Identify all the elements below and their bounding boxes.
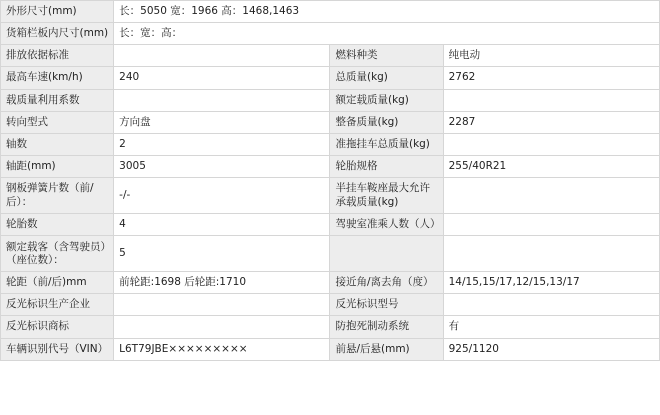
row-label: 防抱死制动系统 (330, 316, 443, 338)
row-value: 2762 (443, 67, 659, 89)
row-value: 14/15,15/17,12/15,13/17 (443, 272, 659, 294)
row-label: 最高车速(km/h) (1, 67, 114, 89)
row-label: 额定载质量(kg) (330, 89, 443, 111)
table-row (1, 214, 660, 236)
row-label: 轮胎规格 (330, 155, 443, 177)
table-row (1, 23, 660, 45)
table-row (1, 155, 660, 177)
row-label: 前悬/后悬(mm) (330, 338, 443, 360)
table-row (1, 178, 660, 214)
row-label: 钢板弹簧片数（前/后）： (1, 178, 114, 214)
row-value: 有 (443, 316, 659, 338)
row-value: 前轮距:1698 后轮距:1710 (114, 272, 330, 294)
row-label: 载质量利用系数 (1, 89, 114, 111)
table-row (1, 133, 660, 155)
row-label (330, 236, 443, 272)
row-value: -/- (114, 178, 330, 214)
row-value: 长：宽：高： (114, 23, 660, 45)
row-label: 半挂车鞍座最大允许承载质量(kg) (330, 178, 443, 214)
row-label: 反光标识商标 (1, 316, 114, 338)
row-value: 方向盘 (114, 111, 330, 133)
row-label: 整备质量(kg) (330, 111, 443, 133)
table-row (1, 272, 660, 294)
table-row (1, 89, 660, 111)
row-label: 轮距（前/后)mm (1, 272, 114, 294)
row-label: 轴距(mm) (1, 155, 114, 177)
table-row (1, 316, 660, 338)
table-row (1, 111, 660, 133)
row-value (443, 214, 659, 236)
row-value: 长：5050 宽：1966 高：1468,1463 (114, 1, 660, 23)
row-value: 255/40R21 (443, 155, 659, 177)
table-row (1, 67, 660, 89)
row-value (443, 178, 659, 214)
row-value: L6T79JBE××××××××× (114, 338, 330, 360)
row-value (114, 45, 330, 67)
row-value (114, 294, 330, 316)
row-label: 总质量(kg) (330, 67, 443, 89)
row-label: 货箱栏板内尺寸(mm) (1, 23, 114, 45)
row-label: 额定载客（含驾驶员）（座位数）： (1, 236, 114, 272)
row-value (443, 89, 659, 111)
row-value: 925/1120 (443, 338, 659, 360)
row-value: 240 (114, 67, 330, 89)
row-value: 3005 (114, 155, 330, 177)
table-row (1, 45, 660, 67)
row-label: 排放依据标准 (1, 45, 114, 67)
row-value (114, 316, 330, 338)
row-label: 车辆识别代号（VIN） (1, 338, 114, 360)
row-label: 轴数 (1, 133, 114, 155)
table-row (1, 1, 660, 23)
row-label: 接近角/离去角（度） (330, 272, 443, 294)
row-value: 2287 (443, 111, 659, 133)
table-row (1, 294, 660, 316)
row-label: 轮胎数 (1, 214, 114, 236)
row-label: 转向型式 (1, 111, 114, 133)
row-value: 5 (114, 236, 330, 272)
row-label: 反光标识生产企业 (1, 294, 114, 316)
row-value: 纯电动 (443, 45, 659, 67)
table-row (1, 338, 660, 360)
row-label: 驾驶室准乘人数（人） (330, 214, 443, 236)
row-value: 4 (114, 214, 330, 236)
row-value (443, 133, 659, 155)
row-label: 外形尺寸(mm) (1, 1, 114, 23)
table-row (1, 236, 660, 272)
row-label: 反光标识型号 (330, 294, 443, 316)
row-value (443, 236, 659, 272)
row-label: 燃料种类 (330, 45, 443, 67)
row-value: 2 (114, 133, 330, 155)
spec-table-body (1, 1, 660, 361)
row-value (443, 294, 659, 316)
row-label: 准拖挂车总质量(kg) (330, 133, 443, 155)
row-value (114, 89, 330, 111)
